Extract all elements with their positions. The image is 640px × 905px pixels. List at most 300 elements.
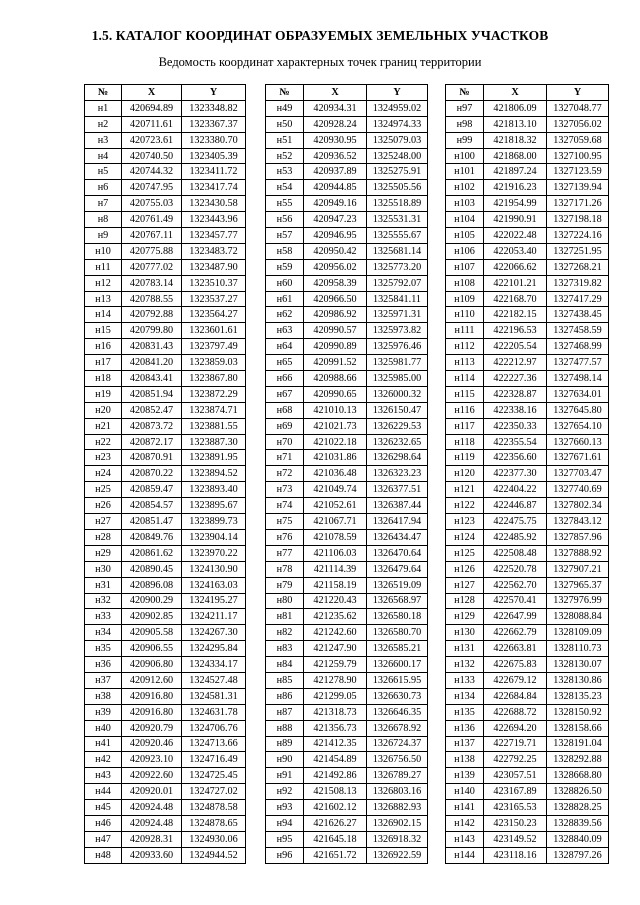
y-coordinate-cell: 1323411.72 bbox=[182, 164, 246, 180]
point-number-cell: н86 bbox=[266, 688, 304, 704]
coordinates-table-3 bbox=[445, 84, 609, 864]
point-number-cell: н34 bbox=[85, 625, 122, 641]
x-coordinate-cell: 420900.29 bbox=[122, 593, 182, 609]
point-number-cell: н19 bbox=[85, 386, 122, 402]
point-number-cell: н113 bbox=[446, 355, 484, 371]
table-row bbox=[446, 164, 609, 180]
point-number-cell: н33 bbox=[85, 609, 122, 625]
x-coordinate-cell: 420896.08 bbox=[122, 577, 182, 593]
point-number-cell: н1 bbox=[85, 100, 122, 116]
y-coordinate-cell: 1325248.00 bbox=[367, 148, 428, 164]
x-coordinate-cell: 420949.16 bbox=[304, 196, 367, 212]
point-number-cell: н5 bbox=[85, 164, 122, 180]
table-row bbox=[446, 657, 609, 673]
y-coordinate-cell: 1328828.25 bbox=[547, 800, 609, 816]
point-number-cell: н21 bbox=[85, 418, 122, 434]
y-coordinate-cell: 1324195.27 bbox=[182, 593, 246, 609]
y-coordinate-cell: 1325531.31 bbox=[367, 212, 428, 228]
y-coordinate-cell: 1324974.33 bbox=[367, 116, 428, 132]
y-coordinate-cell: 1324706.76 bbox=[182, 720, 246, 736]
table-row bbox=[446, 529, 609, 545]
y-coordinate-cell: 1327634.01 bbox=[547, 386, 609, 402]
y-coordinate-cell: 1327438.45 bbox=[547, 307, 609, 323]
point-number-cell: н20 bbox=[85, 402, 122, 418]
table-row bbox=[446, 831, 609, 847]
y-coordinate-cell: 1323457.77 bbox=[182, 228, 246, 244]
table-row bbox=[85, 672, 246, 688]
point-number-cell: н51 bbox=[266, 132, 304, 148]
table-row bbox=[446, 545, 609, 561]
point-number-cell: н129 bbox=[446, 609, 484, 625]
table-row bbox=[446, 482, 609, 498]
x-coordinate-cell: 423165.53 bbox=[484, 800, 547, 816]
point-number-cell: н60 bbox=[266, 275, 304, 291]
x-coordinate-cell: 423149.52 bbox=[484, 831, 547, 847]
table-row bbox=[85, 784, 246, 800]
y-coordinate-cell: 1326646.35 bbox=[367, 704, 428, 720]
x-coordinate-cell: 421036.48 bbox=[304, 466, 367, 482]
x-coordinate-cell: 420861.62 bbox=[122, 545, 182, 561]
x-coordinate-cell: 421626.27 bbox=[304, 815, 367, 831]
table-row bbox=[266, 657, 428, 673]
y-coordinate-cell: 1323430.58 bbox=[182, 196, 246, 212]
x-coordinate-cell: 421508.13 bbox=[304, 784, 367, 800]
y-coordinate-cell: 1323872.29 bbox=[182, 386, 246, 402]
point-number-cell: н100 bbox=[446, 148, 484, 164]
y-coordinate-cell: 1328130.86 bbox=[547, 672, 609, 688]
y-coordinate-cell: 1327976.99 bbox=[547, 593, 609, 609]
x-coordinate-cell: 420849.76 bbox=[122, 529, 182, 545]
table-row bbox=[266, 752, 428, 768]
y-coordinate-cell: 1324878.65 bbox=[182, 815, 246, 831]
point-number-cell: н39 bbox=[85, 704, 122, 720]
x-coordinate-cell: 420783.14 bbox=[122, 275, 182, 291]
y-coordinate-cell: 1323891.95 bbox=[182, 450, 246, 466]
point-number-cell: н84 bbox=[266, 657, 304, 673]
point-number-cell: н95 bbox=[266, 831, 304, 847]
x-coordinate-cell: 422684.84 bbox=[484, 688, 547, 704]
point-number-cell: н65 bbox=[266, 355, 304, 371]
x-coordinate-cell: 421067.71 bbox=[304, 514, 367, 530]
table-row bbox=[266, 800, 428, 816]
y-coordinate-cell: 1326000.32 bbox=[367, 386, 428, 402]
y-coordinate-cell: 1326434.47 bbox=[367, 529, 428, 545]
y-coordinate-cell: 1328797.26 bbox=[547, 847, 609, 863]
x-coordinate-cell: 420966.50 bbox=[304, 291, 367, 307]
x-coordinate-cell: 422647.99 bbox=[484, 609, 547, 625]
table-row bbox=[85, 259, 246, 275]
y-coordinate-cell: 1326789.27 bbox=[367, 768, 428, 784]
x-coordinate-cell: 420711.61 bbox=[122, 116, 182, 132]
y-coordinate-cell: 1326298.64 bbox=[367, 450, 428, 466]
table-row bbox=[85, 196, 246, 212]
y-coordinate-cell: 1323859.03 bbox=[182, 355, 246, 371]
table-row bbox=[85, 466, 246, 482]
header-number: № bbox=[446, 85, 484, 101]
x-coordinate-cell: 420852.47 bbox=[122, 402, 182, 418]
y-coordinate-cell: 1327857.96 bbox=[547, 529, 609, 545]
table-row bbox=[266, 736, 428, 752]
y-coordinate-cell: 1324959.02 bbox=[367, 100, 428, 116]
x-coordinate-cell: 420872.17 bbox=[122, 434, 182, 450]
y-coordinate-cell: 1326470.64 bbox=[367, 545, 428, 561]
y-coordinate-cell: 1326580.18 bbox=[367, 609, 428, 625]
page-title: 1.5. КАТАЛОГ КООРДИНАТ ОБРАЗУЕМЫХ ЗЕМЕЛЬНЫХ УЧАСТКОВ bbox=[91, 28, 549, 43]
y-coordinate-cell: 1324725.45 bbox=[182, 768, 246, 784]
y-coordinate-cell: 1328826.50 bbox=[547, 784, 609, 800]
x-coordinate-cell: 421818.32 bbox=[484, 132, 547, 148]
x-coordinate-cell: 422205.54 bbox=[484, 339, 547, 355]
point-number-cell: н41 bbox=[85, 736, 122, 752]
x-coordinate-cell: 423167.89 bbox=[484, 784, 547, 800]
table-row bbox=[85, 609, 246, 625]
x-coordinate-cell: 423118.16 bbox=[484, 847, 547, 863]
point-number-cell: н73 bbox=[266, 482, 304, 498]
point-number-cell: н125 bbox=[446, 545, 484, 561]
x-coordinate-cell: 421235.62 bbox=[304, 609, 367, 625]
table-row bbox=[266, 609, 428, 625]
y-coordinate-cell: 1327123.59 bbox=[547, 164, 609, 180]
point-number-cell: н108 bbox=[446, 275, 484, 291]
point-number-cell: н79 bbox=[266, 577, 304, 593]
table-row bbox=[446, 466, 609, 482]
point-number-cell: н126 bbox=[446, 561, 484, 577]
table-row bbox=[266, 831, 428, 847]
point-number-cell: н122 bbox=[446, 498, 484, 514]
table-row bbox=[85, 418, 246, 434]
point-number-cell: н13 bbox=[85, 291, 122, 307]
y-coordinate-cell: 1328840.09 bbox=[547, 831, 609, 847]
point-number-cell: н78 bbox=[266, 561, 304, 577]
table-row bbox=[266, 132, 428, 148]
x-coordinate-cell: 420744.32 bbox=[122, 164, 182, 180]
x-coordinate-cell: 420928.31 bbox=[122, 831, 182, 847]
y-coordinate-cell: 1327458.59 bbox=[547, 323, 609, 339]
y-coordinate-cell: 1327660.13 bbox=[547, 434, 609, 450]
x-coordinate-cell: 421242.60 bbox=[304, 625, 367, 641]
table-row bbox=[85, 339, 246, 355]
x-coordinate-cell: 422694.20 bbox=[484, 720, 547, 736]
point-number-cell: н89 bbox=[266, 736, 304, 752]
table-row bbox=[266, 386, 428, 402]
x-coordinate-cell: 421492.86 bbox=[304, 768, 367, 784]
table-row bbox=[446, 434, 609, 450]
x-coordinate-cell: 420936.52 bbox=[304, 148, 367, 164]
point-number-cell: н107 bbox=[446, 259, 484, 275]
point-number-cell: н6 bbox=[85, 180, 122, 196]
table-row bbox=[446, 275, 609, 291]
point-number-cell: н4 bbox=[85, 148, 122, 164]
point-number-cell: н68 bbox=[266, 402, 304, 418]
y-coordinate-cell: 1328839.56 bbox=[547, 815, 609, 831]
x-coordinate-cell: 420947.23 bbox=[304, 212, 367, 228]
point-number-cell: н61 bbox=[266, 291, 304, 307]
table-row bbox=[266, 434, 428, 450]
coordinates-table-1 bbox=[84, 84, 246, 864]
x-coordinate-cell: 420788.55 bbox=[122, 291, 182, 307]
y-coordinate-cell: 1323797.49 bbox=[182, 339, 246, 355]
point-number-cell: н140 bbox=[446, 784, 484, 800]
point-number-cell: н93 bbox=[266, 800, 304, 816]
x-coordinate-cell: 420920.79 bbox=[122, 720, 182, 736]
point-number-cell: н69 bbox=[266, 418, 304, 434]
table-row bbox=[446, 243, 609, 259]
point-number-cell: н7 bbox=[85, 196, 122, 212]
page-subtitle: Ведомость координат характерных точек границ территории bbox=[158, 55, 482, 69]
x-coordinate-cell: 420956.02 bbox=[304, 259, 367, 275]
y-coordinate-cell: 1326615.95 bbox=[367, 672, 428, 688]
y-coordinate-cell: 1325518.89 bbox=[367, 196, 428, 212]
y-coordinate-cell: 1327740.69 bbox=[547, 482, 609, 498]
header-number: № bbox=[266, 85, 304, 101]
y-coordinate-cell: 1323887.30 bbox=[182, 434, 246, 450]
table-row bbox=[446, 752, 609, 768]
y-coordinate-cell: 1326232.65 bbox=[367, 434, 428, 450]
x-coordinate-cell: 421916.23 bbox=[484, 180, 547, 196]
x-coordinate-cell: 422356.60 bbox=[484, 450, 547, 466]
point-number-cell: н104 bbox=[446, 212, 484, 228]
x-coordinate-cell: 421278.90 bbox=[304, 672, 367, 688]
point-number-cell: н74 bbox=[266, 498, 304, 514]
point-number-cell: н85 bbox=[266, 672, 304, 688]
x-coordinate-cell: 421299.05 bbox=[304, 688, 367, 704]
table-row bbox=[85, 736, 246, 752]
table-row bbox=[446, 100, 609, 116]
x-coordinate-cell: 421021.73 bbox=[304, 418, 367, 434]
x-coordinate-cell: 422508.48 bbox=[484, 545, 547, 561]
table-row bbox=[85, 434, 246, 450]
x-coordinate-cell: 423150.23 bbox=[484, 815, 547, 831]
y-coordinate-cell: 1324295.84 bbox=[182, 641, 246, 657]
y-coordinate-cell: 1328130.07 bbox=[547, 657, 609, 673]
point-number-cell: н131 bbox=[446, 641, 484, 657]
point-number-cell: н66 bbox=[266, 371, 304, 387]
table-row bbox=[85, 402, 246, 418]
point-number-cell: н10 bbox=[85, 243, 122, 259]
x-coordinate-cell: 422662.79 bbox=[484, 625, 547, 641]
table-row bbox=[85, 529, 246, 545]
x-coordinate-cell: 420873.72 bbox=[122, 418, 182, 434]
y-coordinate-cell: 1326519.09 bbox=[367, 577, 428, 593]
table-row bbox=[85, 164, 246, 180]
point-number-cell: н142 bbox=[446, 815, 484, 831]
x-coordinate-cell: 422066.62 bbox=[484, 259, 547, 275]
x-coordinate-cell: 420990.57 bbox=[304, 323, 367, 339]
table-row bbox=[266, 259, 428, 275]
x-coordinate-cell: 420933.60 bbox=[122, 847, 182, 863]
x-coordinate-cell: 422350.33 bbox=[484, 418, 547, 434]
table-row bbox=[446, 672, 609, 688]
y-coordinate-cell: 1328109.09 bbox=[547, 625, 609, 641]
y-coordinate-cell: 1323483.72 bbox=[182, 243, 246, 259]
y-coordinate-cell: 1327319.82 bbox=[547, 275, 609, 291]
point-number-cell: н36 bbox=[85, 657, 122, 673]
table-row bbox=[446, 561, 609, 577]
table-row bbox=[266, 402, 428, 418]
x-coordinate-cell: 422485.92 bbox=[484, 529, 547, 545]
point-number-cell: н83 bbox=[266, 641, 304, 657]
x-coordinate-cell: 420988.66 bbox=[304, 371, 367, 387]
table-row bbox=[446, 402, 609, 418]
point-number-cell: н137 bbox=[446, 736, 484, 752]
y-coordinate-cell: 1325505.56 bbox=[367, 180, 428, 196]
x-coordinate-cell: 420843.41 bbox=[122, 371, 182, 387]
y-coordinate-cell: 1323893.40 bbox=[182, 482, 246, 498]
x-coordinate-cell: 420777.02 bbox=[122, 259, 182, 275]
point-number-cell: н44 bbox=[85, 784, 122, 800]
x-coordinate-cell: 422679.12 bbox=[484, 672, 547, 688]
x-coordinate-cell: 421868.00 bbox=[484, 148, 547, 164]
y-coordinate-cell: 1327251.95 bbox=[547, 243, 609, 259]
table-row bbox=[446, 148, 609, 164]
point-number-cell: н37 bbox=[85, 672, 122, 688]
y-coordinate-cell: 1327477.57 bbox=[547, 355, 609, 371]
point-number-cell: н141 bbox=[446, 800, 484, 816]
table-row bbox=[85, 307, 246, 323]
y-coordinate-cell: 1325841.11 bbox=[367, 291, 428, 307]
y-coordinate-cell: 1327059.68 bbox=[547, 132, 609, 148]
x-coordinate-cell: 421356.73 bbox=[304, 720, 367, 736]
x-coordinate-cell: 421220.43 bbox=[304, 593, 367, 609]
y-coordinate-cell: 1326568.97 bbox=[367, 593, 428, 609]
point-number-cell: н16 bbox=[85, 339, 122, 355]
y-coordinate-cell: 1327056.02 bbox=[547, 116, 609, 132]
table-row bbox=[446, 688, 609, 704]
y-coordinate-cell: 1326229.53 bbox=[367, 418, 428, 434]
header-x: X bbox=[122, 85, 182, 101]
y-coordinate-cell: 1326803.16 bbox=[367, 784, 428, 800]
y-coordinate-cell: 1323564.27 bbox=[182, 307, 246, 323]
point-number-cell: н27 bbox=[85, 514, 122, 530]
y-coordinate-cell: 1323899.73 bbox=[182, 514, 246, 530]
point-number-cell: н18 bbox=[85, 371, 122, 387]
table-row bbox=[85, 355, 246, 371]
table-row bbox=[446, 514, 609, 530]
x-coordinate-cell: 420831.43 bbox=[122, 339, 182, 355]
x-coordinate-cell: 422792.25 bbox=[484, 752, 547, 768]
y-coordinate-cell: 1325981.77 bbox=[367, 355, 428, 371]
x-coordinate-cell: 421031.86 bbox=[304, 450, 367, 466]
x-coordinate-cell: 421412.35 bbox=[304, 736, 367, 752]
point-number-cell: н114 bbox=[446, 371, 484, 387]
table-row bbox=[266, 815, 428, 831]
point-number-cell: н112 bbox=[446, 339, 484, 355]
point-number-cell: н88 bbox=[266, 720, 304, 736]
y-coordinate-cell: 1327645.80 bbox=[547, 402, 609, 418]
y-coordinate-cell: 1323537.27 bbox=[182, 291, 246, 307]
table-row bbox=[85, 514, 246, 530]
y-coordinate-cell: 1327907.21 bbox=[547, 561, 609, 577]
point-number-cell: н52 bbox=[266, 148, 304, 164]
point-number-cell: н134 bbox=[446, 688, 484, 704]
x-coordinate-cell: 420902.85 bbox=[122, 609, 182, 625]
point-number-cell: н53 bbox=[266, 164, 304, 180]
y-coordinate-cell: 1325973.82 bbox=[367, 323, 428, 339]
table-row bbox=[85, 275, 246, 291]
table-row bbox=[446, 641, 609, 657]
coordinates-table-2 bbox=[265, 84, 428, 864]
table-row bbox=[85, 371, 246, 387]
y-coordinate-cell: 1327048.77 bbox=[547, 100, 609, 116]
y-coordinate-cell: 1326479.64 bbox=[367, 561, 428, 577]
table-body bbox=[85, 100, 246, 863]
table-row bbox=[446, 339, 609, 355]
header-y: Y bbox=[547, 85, 609, 101]
point-number-cell: н99 bbox=[446, 132, 484, 148]
y-coordinate-cell: 1327965.37 bbox=[547, 577, 609, 593]
point-number-cell: н143 bbox=[446, 831, 484, 847]
table-row bbox=[446, 323, 609, 339]
y-coordinate-cell: 1326902.15 bbox=[367, 815, 428, 831]
table-row bbox=[446, 259, 609, 275]
table-row bbox=[446, 768, 609, 784]
table-row bbox=[266, 307, 428, 323]
y-coordinate-cell: 1327224.16 bbox=[547, 228, 609, 244]
table-row bbox=[446, 847, 609, 863]
point-number-cell: н8 bbox=[85, 212, 122, 228]
header-number: № bbox=[85, 85, 122, 101]
y-coordinate-cell: 1324944.52 bbox=[182, 847, 246, 863]
point-number-cell: н24 bbox=[85, 466, 122, 482]
x-coordinate-cell: 420841.20 bbox=[122, 355, 182, 371]
point-number-cell: н103 bbox=[446, 196, 484, 212]
y-coordinate-cell: 1327498.14 bbox=[547, 371, 609, 387]
table-row bbox=[85, 704, 246, 720]
header-x: X bbox=[304, 85, 367, 101]
point-number-cell: н26 bbox=[85, 498, 122, 514]
x-coordinate-cell: 421806.09 bbox=[484, 100, 547, 116]
y-coordinate-cell: 1323895.67 bbox=[182, 498, 246, 514]
table-row bbox=[266, 529, 428, 545]
point-number-cell: н119 bbox=[446, 450, 484, 466]
table-row bbox=[446, 450, 609, 466]
header-y: Y bbox=[367, 85, 428, 101]
y-coordinate-cell: 1325976.46 bbox=[367, 339, 428, 355]
x-coordinate-cell: 420950.42 bbox=[304, 243, 367, 259]
table-row bbox=[446, 355, 609, 371]
x-coordinate-cell: 422663.81 bbox=[484, 641, 547, 657]
y-coordinate-cell: 1327654.10 bbox=[547, 418, 609, 434]
table-row bbox=[446, 291, 609, 307]
point-number-cell: н40 bbox=[85, 720, 122, 736]
point-number-cell: н29 bbox=[85, 545, 122, 561]
table-row bbox=[446, 593, 609, 609]
table-row bbox=[266, 688, 428, 704]
point-number-cell: н109 bbox=[446, 291, 484, 307]
point-number-cell: н80 bbox=[266, 593, 304, 609]
x-coordinate-cell: 422355.54 bbox=[484, 434, 547, 450]
y-coordinate-cell: 1326417.94 bbox=[367, 514, 428, 530]
y-coordinate-cell: 1325985.00 bbox=[367, 371, 428, 387]
point-number-cell: н22 bbox=[85, 434, 122, 450]
table-header-row bbox=[85, 85, 246, 101]
y-coordinate-cell: 1325971.31 bbox=[367, 307, 428, 323]
x-coordinate-cell: 421022.18 bbox=[304, 434, 367, 450]
x-coordinate-cell: 420851.47 bbox=[122, 514, 182, 530]
x-coordinate-cell: 420775.88 bbox=[122, 243, 182, 259]
x-coordinate-cell: 422022.48 bbox=[484, 228, 547, 244]
point-number-cell: н115 bbox=[446, 386, 484, 402]
y-coordinate-cell: 1326377.51 bbox=[367, 482, 428, 498]
y-coordinate-cell: 1327843.12 bbox=[547, 514, 609, 530]
table-row bbox=[85, 498, 246, 514]
table-row bbox=[85, 657, 246, 673]
table-row bbox=[266, 196, 428, 212]
table-row bbox=[85, 291, 246, 307]
point-number-cell: н123 bbox=[446, 514, 484, 530]
y-coordinate-cell: 1324713.66 bbox=[182, 736, 246, 752]
point-number-cell: н59 bbox=[266, 259, 304, 275]
